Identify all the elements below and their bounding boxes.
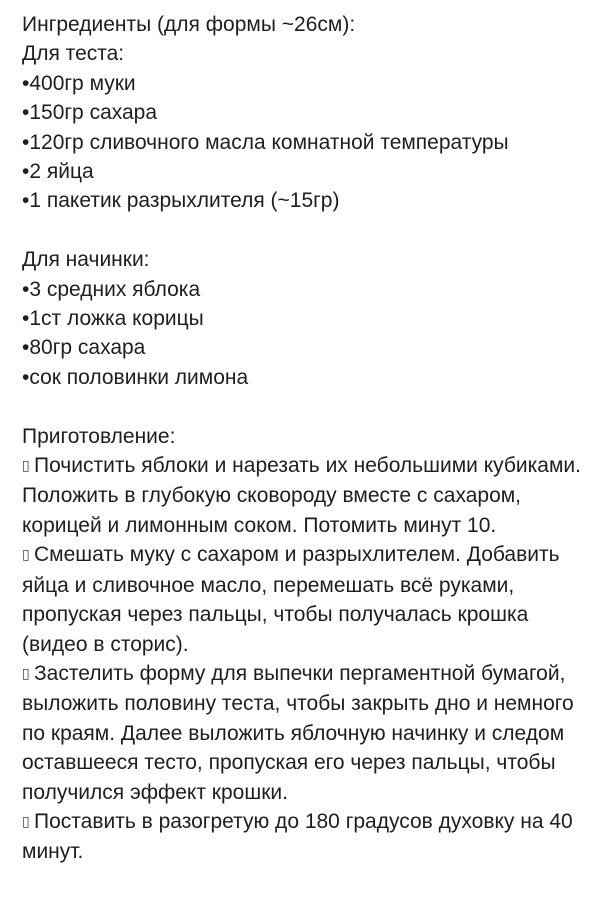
step-text: Поставить в разогретую до 180 градусов духовку на 40 минут.: [22, 809, 573, 864]
step-marker-icon: ▯: [22, 547, 30, 564]
dough-item: •2 яйца: [22, 160, 94, 184]
step-marker-icon: ▯: [22, 665, 30, 682]
spacer: [22, 216, 594, 245]
preparation-step: [22, 451, 594, 540]
filling-item: •сок половинки лимона: [22, 365, 249, 389]
filling-item: •80гр сахара: [22, 336, 146, 360]
step-text: Почистить яблоки и нарезать их небольшими кубиками. Положить в глубокую сковороду вместе с сахаром, корицей и лимонным соком. Потомить минут 10.: [22, 454, 581, 537]
step-marker-icon: ▯: [22, 458, 30, 475]
dough-heading: Для теста:: [22, 42, 125, 66]
preparation-heading: Приготовление:: [22, 424, 176, 448]
preparation-step: [22, 659, 594, 807]
step-marker-icon: ▯: [22, 813, 30, 830]
ingredients-title: Ингредиенты (для формы ~26см):: [22, 13, 356, 36]
filling-item: •1ст ложка корицы: [22, 307, 204, 331]
dough-item: •1 пакетик разрыхлителя (~15гр): [22, 189, 340, 213]
dough-item: •150гр сахара: [22, 101, 158, 125]
preparation-step: [22, 540, 594, 659]
filling-heading: Для начинки:: [22, 248, 150, 272]
preparation-step: [22, 807, 594, 867]
step-text: Смешать муку с сахаром и разрыхлителем. Добавить яйца и сливочное масло, перемешать всё руками, пропуская через пальцы, чтобы получалась крошка (видео в сторис).: [22, 543, 560, 656]
filling-item: •3 средних яблока: [22, 277, 201, 301]
step-text: Застелить форму для выпечки пергаментной бумагой, выложить половину теста, чтобы закрыть дно и немного по краям. Далее выложить яблочную начинку и следом оставшееся тесто, пропуская его через пальцы, чтобы получился эффект крошки.: [22, 661, 574, 804]
dough-item: •120гр сливочного масла комнатной температуры: [22, 130, 509, 154]
recipe-text: [22, 10, 594, 867]
dough-item: •400гр муки: [22, 71, 136, 95]
spacer: [22, 392, 594, 421]
